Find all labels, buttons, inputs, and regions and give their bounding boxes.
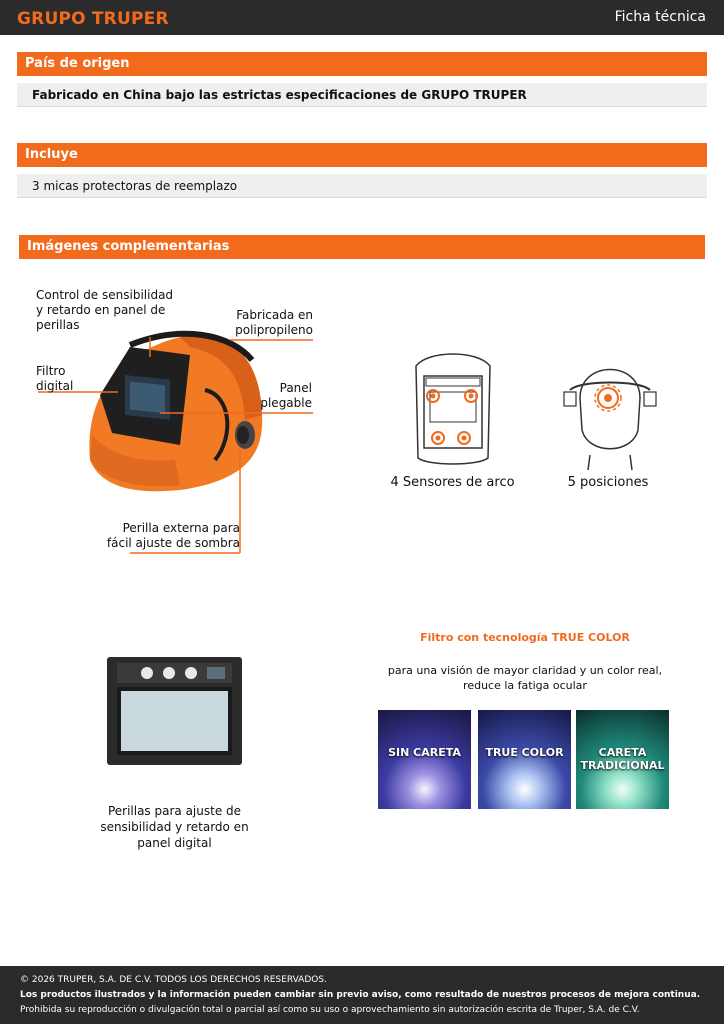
section-title-images: Imágenes complementarias (19, 235, 705, 259)
footer-legal: Prohibida su reproducción o divulgación total o parcial así como su uso o aprovechamiento sin autorización escrita de Truper, S.A. de C.V. (20, 1005, 640, 1015)
page-footer (0, 966, 724, 1024)
page-header (0, 0, 724, 35)
head-positions-diagram (560, 350, 660, 470)
callout-panel: Panel plegable (260, 381, 312, 410)
tile-true-color (478, 710, 571, 809)
caption-digital-panel: Perillas para ajuste de sensibilidad y retardo en panel digital (100, 804, 249, 850)
true-color-title: Filtro con tecnología TRUE COLOR (420, 631, 630, 644)
tile-label-sin-careta: SIN CARETA (388, 746, 461, 759)
section-title-origin: País de origen (17, 52, 707, 76)
callout-polypropylene: Fabricada en polipropileno (235, 308, 313, 337)
caption-sensors: 4 Sensores de arco (390, 475, 515, 490)
true-color-description: para una visión de mayor claridad y un color real, reduce la fatiga ocular (387, 664, 663, 692)
footer-notice: Los productos ilustrados y la información pueden cambiar sin previo aviso, como resultado de nuestros procesos de mejora continua. (20, 990, 701, 1000)
section-content-includes: 3 micas protectoras de reemplazo (17, 174, 707, 198)
document-type: Ficha técnica (614, 9, 706, 25)
callout-filter: Filtro digital (36, 364, 74, 393)
footer-copyright: © 2026 TRUPER, S.A. DE C.V. TODOS LOS DERECHOS RESERVADOS. (20, 975, 327, 985)
caption-positions: 5 posiciones (567, 475, 649, 490)
brand-logo: GRUPO TRUPER (17, 9, 169, 29)
tile-sin-careta (378, 710, 471, 809)
tile-label-careta-tradicional: CARETA TRADICIONAL (580, 746, 665, 772)
arc-sensors-diagram (408, 348, 498, 470)
tile-label-true-color: TRUE COLOR (485, 746, 564, 759)
callout-control: Control de sensibilidad y retardo en panel de perillas (36, 288, 174, 332)
tile-careta-tradicional (576, 710, 669, 809)
section-title-includes: Incluye (17, 143, 707, 167)
callout-knob: Perilla externa para fácil ajuste de sombra (106, 521, 240, 550)
section-content-origin: Fabricado en China bajo las estrictas especificaciones de GRUPO TRUPER (17, 83, 707, 107)
digital-panel-image (107, 657, 242, 765)
